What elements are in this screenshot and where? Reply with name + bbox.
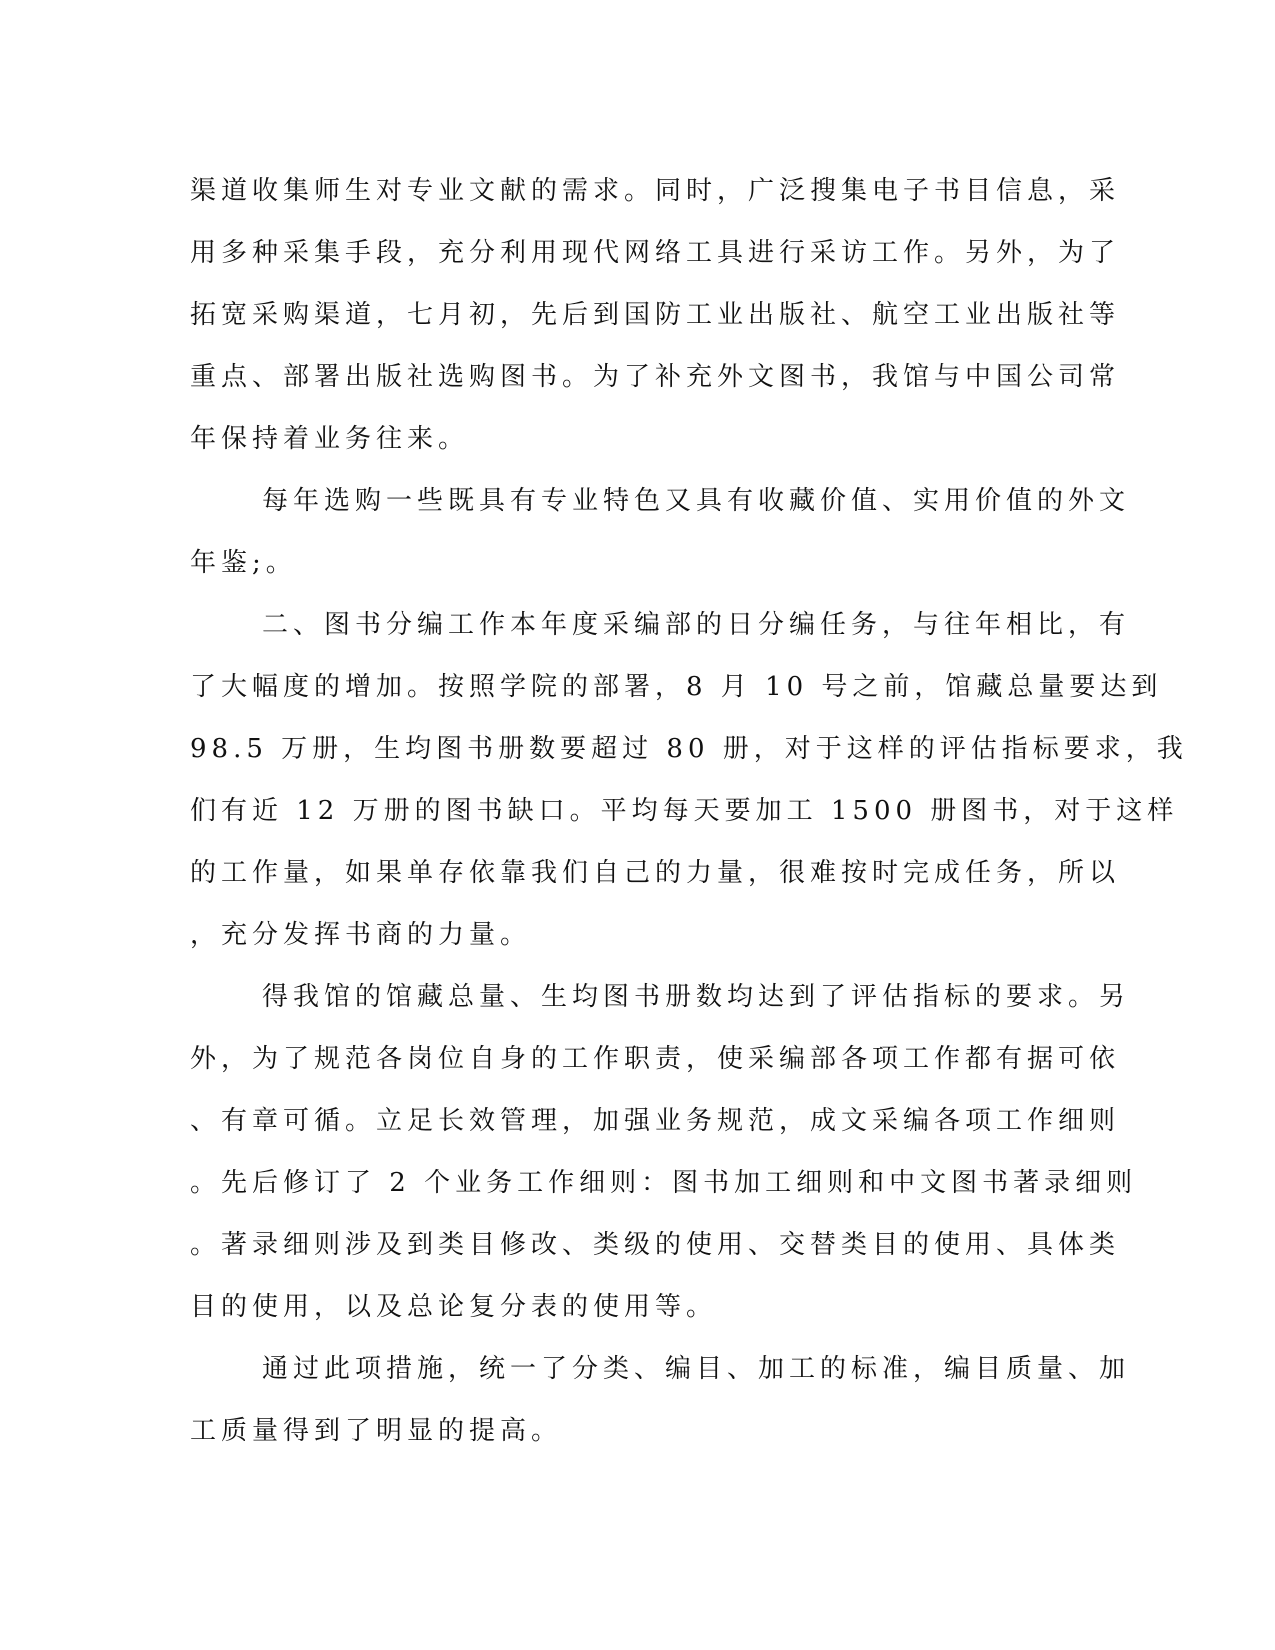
paragraph-quality-improvement [190, 1338, 1131, 1462]
text-line: 了大幅度的增加。按照学院的部署，8 月 10 号之前，馆藏总量要达到 [190, 672, 1163, 702]
text-line: 目的使用，以及总论复分表的使用等。 [190, 1292, 718, 1322]
text-line: 通过此项措施，统一了分类、编目、加工的标准，编目质量、加 [262, 1354, 1131, 1384]
paragraph-work-rules [190, 966, 1138, 1338]
text-line: 的工作量，如果单存依靠我们自己的力量，很难按时完成任务，所以 [190, 858, 1121, 888]
text-line: 重点、部署出版社选购图书。为了补充外文图书，我馆与中国公司常 [190, 362, 1121, 392]
body-text [190, 160, 1188, 1462]
text-line: 98.5 万册，生均图书册数要超过 80 册，对于这样的评估指标要求，我 [190, 734, 1188, 764]
text-line: 年鉴;。 [190, 548, 297, 578]
text-line: 得我馆的馆藏总量、生均图书册数均达到了评估指标的要求。另 [262, 982, 1131, 1012]
text-line: 拓宽采购渠道，七月初，先后到国防工业出版社、航空工业出版社等 [190, 300, 1121, 330]
text-line: 渠道收集师生对专业文献的需求。同时，广泛搜集电子书目信息，采 [190, 176, 1121, 206]
paragraph-cataloging-work [190, 594, 1188, 966]
text-line: 外，为了规范各岗位自身的工作职责，使采编部各项工作都有据可依 [190, 1044, 1121, 1074]
text-line: 。先后修订了 2 个业务工作细则：图书加工细则和中文图书著录细则 [190, 1168, 1138, 1198]
text-line: 二、图书分编工作本年度采编部的日分编任务，与往年相比，有 [262, 610, 1131, 640]
text-line: 用多种采集手段，充分利用现代网络工具进行采访工作。另外，为了 [190, 238, 1121, 268]
paragraph-acquisition-channels [190, 160, 1121, 470]
text-line: 。著录细则涉及到类目修改、类级的使用、交替类目的使用、具体类 [190, 1230, 1121, 1260]
text-line: 们有近 12 万册的图书缺口。平均每天要加工 1500 册图书，对于这样 [190, 796, 1179, 826]
text-line: 工质量得到了明显的提高。 [190, 1416, 563, 1446]
text-line: 每年选购一些既具有专业特色又具有收藏价值、实用价值的外文 [262, 486, 1131, 516]
paragraph-foreign-yearbooks [190, 470, 1131, 594]
text-line: 、有章可循。立足长效管理，加强业务规范，成文采编各项工作细则 [190, 1106, 1121, 1136]
text-line: ，充分发挥书商的力量。 [190, 920, 532, 950]
text-line: 年保持着业务往来。 [190, 424, 470, 454]
